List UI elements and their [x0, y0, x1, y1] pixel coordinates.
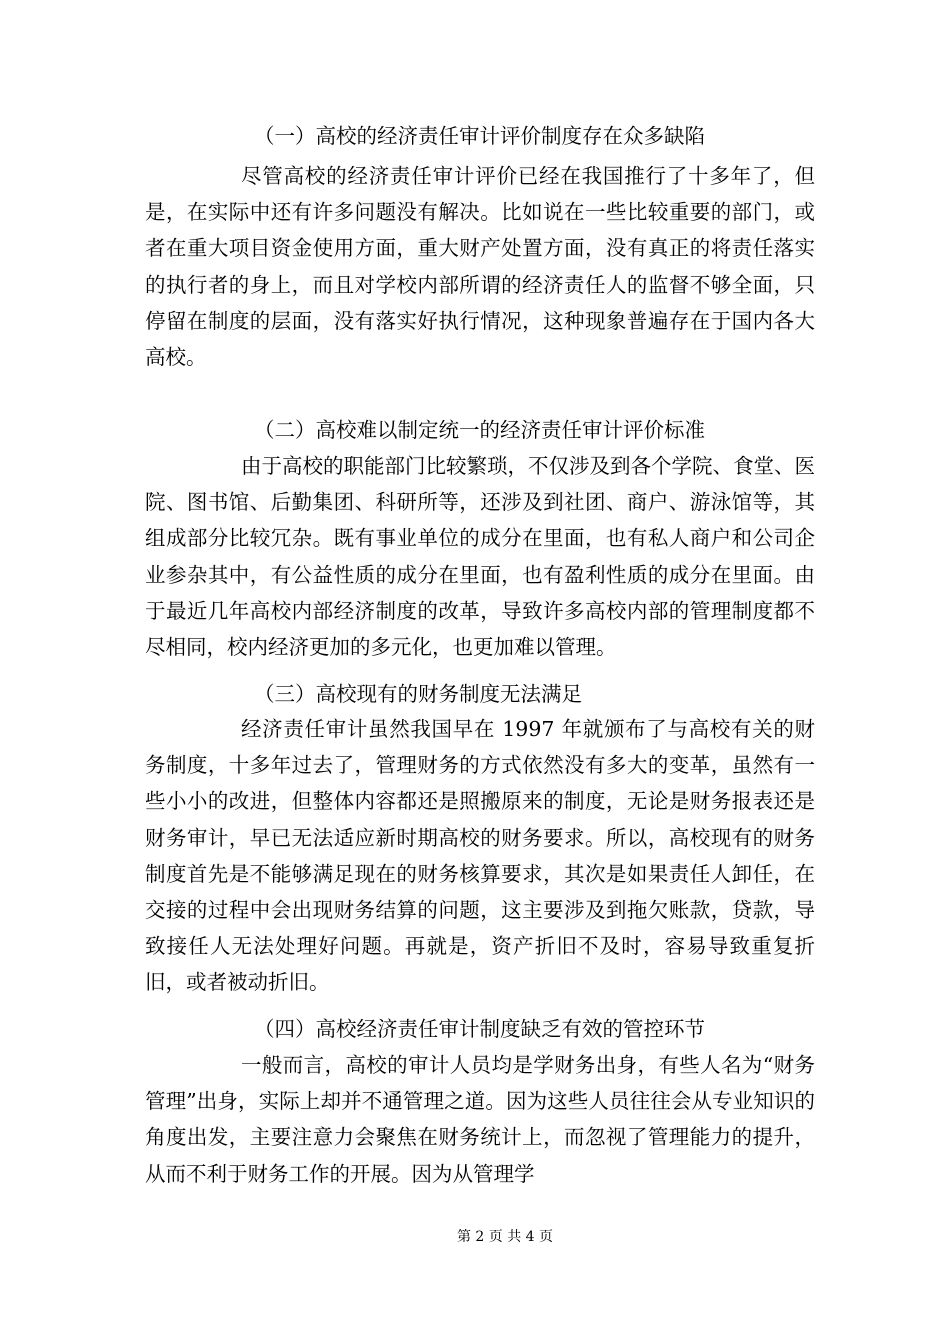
- section-4-body: 一般而言，高校的审计人员均是学财务出身，有些人名为“财务管理”出身，实际上却并不通管理之道。因为这些人员往往会从专业知识的角度出发，主要注意力会聚焦在财务统计上，而忽视了管理能力的提升，从而不利于财务工作的开展。因为从管理学: [145, 1053, 815, 1186]
- section-1-heading: （一）高校的经济责任审计评价制度存在众多缺陷: [254, 124, 705, 148]
- section-1-body: 尽管高校的经济责任审计评价已经在我国推行了十多年了，但是，在实际中还有许多问题没有解决。比如说在一些比较重要的部门，或者在重大项目资金使用方面，重大财产处置方面，没有真正的将责任落实的执行者的身上，而且对学校内部所谓的经济责任人的监督不够全面，只停留在制度的层面，没有落实好执行情况，这种现象普遍存在于国内各大高校。: [145, 164, 815, 370]
- section-3-heading: （三）高校现有的财务制度无法满足: [254, 682, 582, 706]
- section-2-heading: （二）高校难以制定统一的经济责任审计评价标准: [254, 418, 705, 442]
- page-number-footer: 第 2 页 共 4 页: [456, 1229, 554, 1245]
- section-2-body: 由于高校的职能部门比较繁琐，不仅涉及到各个学院、食堂、医院、图书馆、后勤集团、科研所等，还涉及到社团、商户、游泳馆等，其组成部分比较冗杂。既有事业单位的成分在里面，也有私人商户和公司企业参杂其中，有公益性质的成分在里面，也有盈利性质的成分在里面。由于最近几年高校内部经济制度的改革，导致许多高校内部的管理制度都不尽相同，校内经济更加的多元化，也更加难以管理。: [145, 454, 815, 660]
- section-3-body: 经济责任审计虽然我国早在 1997 年就颁布了与高校有关的财务制度，十多年过去了，管理财务的方式依然没有多大的变革，虽然有一些小小的改进，但整体内容都还是照搬原来的制度，无论是财务报表还是财务审计，早已无法适应新时期高校的财务要求。所以，高校现有的财务制度首先是不能够满足现在的财务核算要求，其次是如果责任人卸任，在交接的过程中会出现财务结算的问题，这主要涉及到拖欠账款，贷款，导致接任人无法处理好问题。再就是，资产折旧不及时，容易导致重复折旧，或者被动折旧。: [145, 717, 815, 995]
- section-4-heading: （四）高校经济责任审计制度缺乏有效的管控环节: [254, 1017, 705, 1041]
